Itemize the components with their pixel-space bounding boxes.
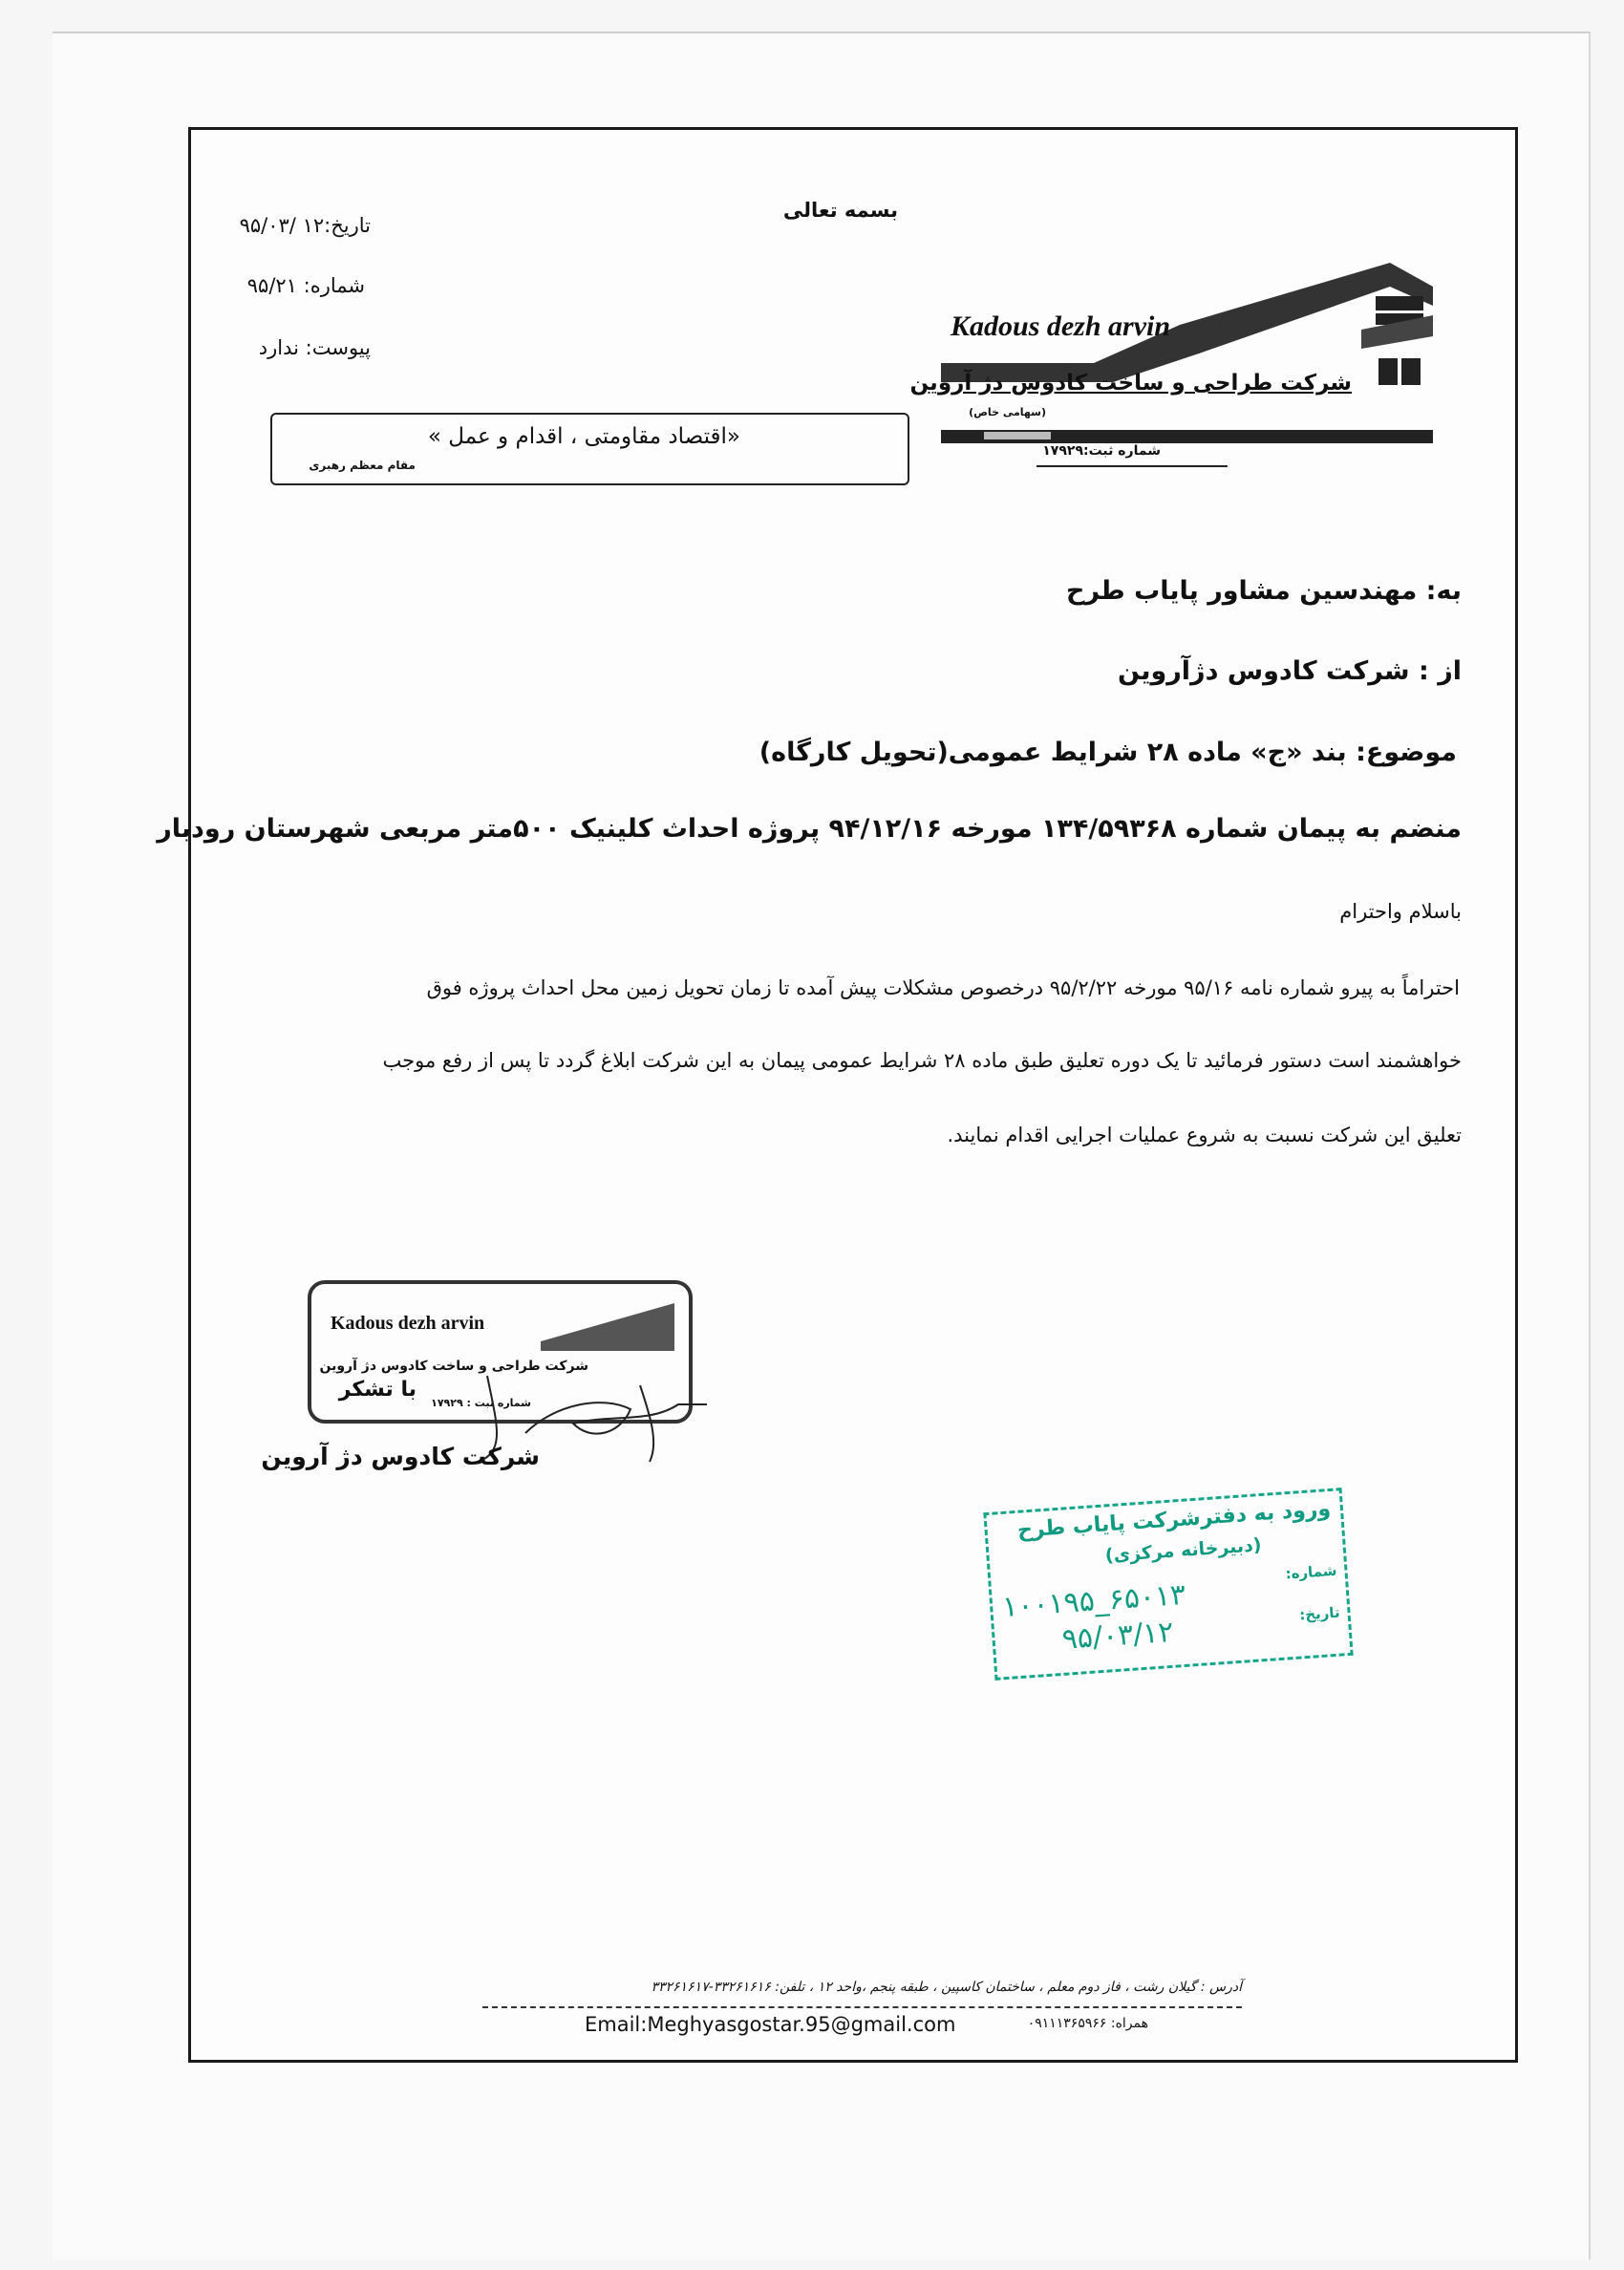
- letter-date: تاریخ:۱۲ /۹۵/۰۳: [239, 214, 371, 237]
- body-line: خواهشمند است دستور فرمائید تا یک دوره تعلیق طبق ماده ۲۸ شرایط عمومی پیمان به این شرکت ابلاغ گردد تا پس از رفع موجب: [382, 1049, 1462, 1072]
- invocation: بسمه تعالی: [782, 199, 898, 222]
- footer-divider: [482, 2006, 1242, 2008]
- recipient: به: مهندسین مشاور پایاب طرح: [1066, 576, 1462, 606]
- seal-thanks: با تشکر: [338, 1378, 417, 1402]
- footer-email: Email:Meghyasgostar.95@gmail.com: [585, 2013, 956, 2036]
- logo-latin-name: Kadous dezh arvin: [951, 311, 1171, 342]
- received-stamp-title: ورود به دفترشرکت پایاب طرح: [1016, 1496, 1332, 1543]
- received-stamp-subtitle: (دبیرخانه مرکزی): [1104, 1534, 1263, 1567]
- slogan-text: «اقتصاد مقاومتی ، اقدام و عمل »: [427, 424, 740, 449]
- body-line: تعلیق این شرکت نسبت به شروع عملیات اجرایی اقدام نمایند.: [947, 1124, 1462, 1146]
- house-logo-icon: [909, 258, 1438, 468]
- logo-registration: شماره ثبت:۱۷۹۲۹: [1042, 443, 1161, 459]
- body-line: احتراماً به پیرو شماره نامه ۹۵/۱۶ مورخه ۹۵/۲/۲۲ درخصوص مشکلات پیش آمده تا زمان تحویل زمین محل احداث پروژه فوق: [426, 976, 1460, 999]
- footer-mobile: همراه: ۰۹۱۱۱۳۶۵۹۶۶: [1027, 2016, 1148, 2031]
- received-number-label: شماره:: [1284, 1561, 1338, 1583]
- seal-latin-name: Kadous dezh arvin: [331, 1313, 485, 1334]
- logo-company-name: شرکت طراحی و ساخت کادوس دژ آروین: [909, 371, 1352, 396]
- subject: موضوع: بند «ج» ماده ۲۸ شرایط عمومی(تحویل کارگاه): [759, 738, 1457, 767]
- letter-number: شماره: ۹۵/۲۱: [246, 274, 365, 297]
- greeting: باسلام واحترام: [1339, 900, 1462, 923]
- seal-house-icon: [541, 1303, 674, 1351]
- company-logo: [909, 258, 1438, 468]
- footer-address: آدرس : گیلان رشت ، فاز دوم معلم ، ساختمان کاسپین ، طبقه پنجم ،واحد ۱۲ ، تلفن: ۳۳۲۶۱۶۱۶-۳۳۲۶۱۶۱۷: [651, 1980, 1242, 1995]
- logo-company-type: (سهامی خاص): [969, 406, 1046, 418]
- received-date: ۹۵/۰۳/۱۲: [1060, 1615, 1175, 1657]
- received-stamp: [983, 1488, 1353, 1681]
- seal-registration: شماره ثبت : ۱۷۹۲۹: [431, 1397, 531, 1409]
- slogan-attribution: مقام معظم رهبری: [309, 459, 416, 472]
- received-number: ۱۰۰۱۹۵_۶۵۰۱۳: [1001, 1577, 1187, 1625]
- contract-reference: منضم به پیمان شماره ۱۳۴/۵۹۳۶۸ مورخه ۹۴/۱۲/۱۶ پروژه احداث کلینیک ۵۰۰متر مربعی شهرستان رودبار: [157, 814, 1462, 844]
- seal-company-name: شرکت طراحی و ساخت کادوس دژ آروین: [319, 1359, 588, 1374]
- sender: از : شرکت کادوس دژآروین: [1118, 656, 1462, 686]
- slogan-banner: [270, 413, 909, 485]
- signatory-company: شرکت کادوس دژ آروین: [261, 1443, 540, 1470]
- letter-attachment: پیوست: ندارد: [258, 336, 371, 359]
- received-date-label: تاریخ:: [1298, 1603, 1341, 1624]
